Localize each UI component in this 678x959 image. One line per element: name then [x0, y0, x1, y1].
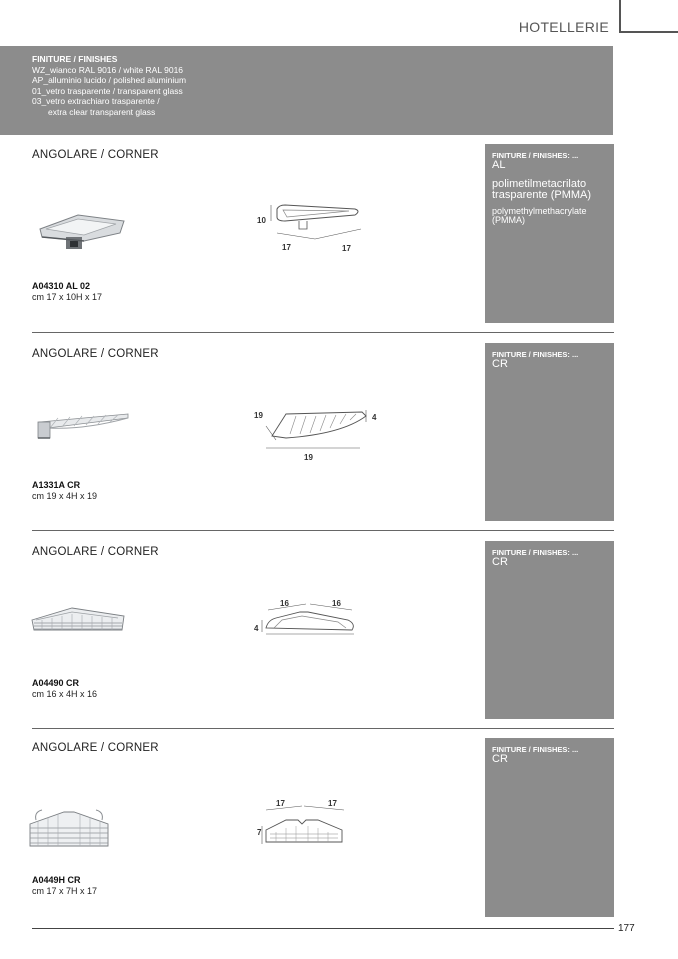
section-divider — [32, 332, 614, 333]
product-code: A0449H CR — [32, 875, 81, 885]
section-divider — [32, 530, 614, 531]
footer-divider — [32, 928, 614, 929]
dimension-label: 4 — [372, 413, 377, 422]
product-code: A1331A CR — [32, 480, 81, 490]
product-dimensions: cm 16 x 4H x 16 — [32, 689, 98, 699]
finishes-legend-line: WZ_wianco RAL 9016 / white RAL 9016 — [32, 64, 184, 75]
finishes-legend-line: extra clear transparent glass — [48, 106, 156, 117]
finishes-label: FINITURE / FINISHES: ... — [492, 151, 579, 160]
finish-code: CR — [492, 753, 508, 765]
dimension-label: 17 — [342, 244, 351, 253]
dimension-label: 17 — [328, 799, 337, 808]
technical-drawing — [255, 199, 370, 259]
dimension-label: 16 — [332, 599, 341, 608]
finishes-legend — [0, 46, 613, 135]
finish-code: CR — [492, 556, 508, 568]
product-photo — [34, 408, 134, 444]
dimension-label: 17 — [276, 799, 285, 808]
dimension-label: 19 — [304, 453, 313, 462]
finishes-label: FINITURE / FINISHES: ... — [492, 745, 579, 754]
finishes-sidebox — [485, 738, 614, 917]
technical-drawing — [252, 798, 352, 858]
dimension-label: 7 — [257, 828, 262, 837]
page-number: 177 — [618, 923, 635, 934]
finish-code: CR — [492, 358, 508, 370]
section-title: ANGOLARE / CORNER — [32, 742, 159, 754]
product-dimensions: cm 17 x 7H x 17 — [32, 886, 98, 896]
page-category-title: HOTELLERIE — [518, 19, 609, 35]
dimension-label: 16 — [280, 599, 289, 608]
finishes-legend-title: FINITURE / FINISHES — [32, 54, 118, 64]
finishes-label: FINITURE / FINISHES: ... — [492, 548, 579, 557]
product-code: A04490 CR — [32, 678, 80, 688]
dimension-label: 19 — [254, 411, 263, 420]
technical-drawing — [252, 598, 362, 648]
product-dimensions: cm 17 x 10H x 17 — [32, 292, 103, 302]
section-divider — [32, 728, 614, 729]
finishes-sidebox — [485, 541, 614, 719]
dimension-label: 10 — [257, 216, 266, 225]
product-photo — [38, 211, 128, 261]
finishes-sidebox — [485, 144, 614, 323]
material-italian: polimetilmetacrilato trasparente (PMMA) — [492, 178, 592, 201]
finish-code: AL — [492, 159, 506, 171]
finishes-sidebox — [485, 343, 614, 521]
section-title: ANGOLARE / CORNER — [32, 348, 159, 360]
finishes-legend-line: 03_vetro extrachiaro trasparente / — [32, 96, 160, 106]
product-dimensions: cm 19 x 4H x 19 — [32, 491, 98, 501]
technical-drawing — [252, 406, 387, 466]
dimension-label: 17 — [282, 243, 291, 252]
finishes-legend-line: 01_vetro trasparente / transparent glass — [32, 85, 183, 96]
product-photo — [30, 604, 126, 638]
header-bracket-decoration — [619, 0, 678, 33]
finishes-legend-line: AP_alluminio lucido / polished aluminium — [32, 75, 187, 85]
product-code: A04310 AL 02 — [32, 281, 91, 291]
section-title: ANGOLARE / CORNER — [32, 546, 159, 558]
material-english: polymethylmethacrylate (PMMA) — [492, 206, 587, 225]
section-title: ANGOLARE / CORNER — [32, 149, 159, 161]
product-photo — [26, 806, 112, 852]
finishes-label: FINITURE / FINISHES: ... — [492, 350, 579, 359]
dimension-label: 4 — [254, 624, 259, 633]
